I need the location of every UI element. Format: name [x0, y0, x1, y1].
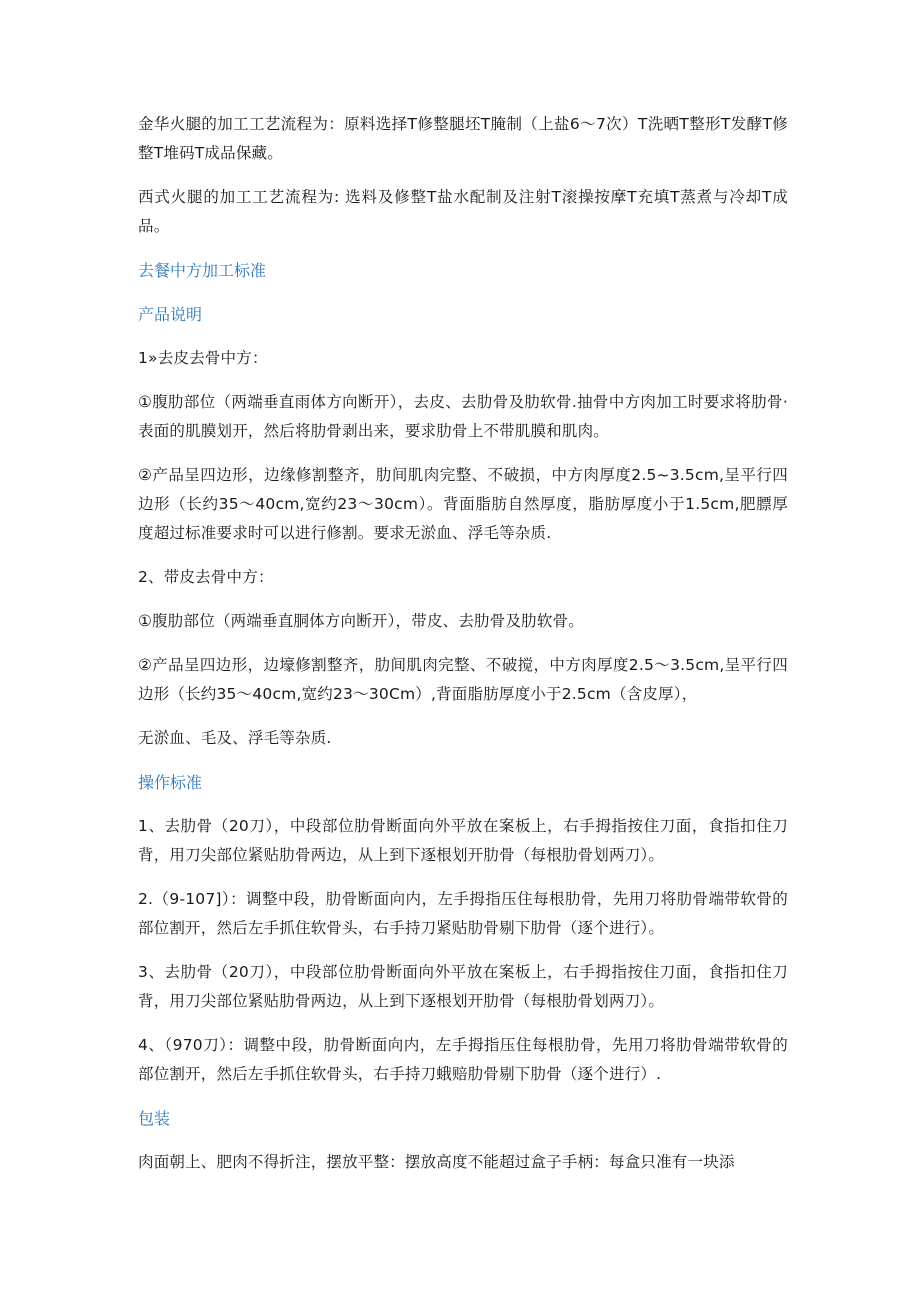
- section-heading-operation: 操作标准: [138, 773, 203, 792]
- paragraph-rib-position-1: ①腹肋部位（两端垂直雨体方向断开），去皮、去肋骨及肋软骨.抽骨中方肉加工时要求将肋骨·表面的肌膜划开，然后将肋骨剥出来，要求肋骨上不带肌膜和肌肉。: [138, 393, 788, 440]
- paragraph-operation-step-4: 4、（970刀）：调整中段，肋骨断面向内，左手拇指压住每根肋骨，先用刀将肋骨端带软骨的部位割开，然后左手抓住软骨头，右手持刀蛾赔肋骨剔下肋骨（逐个进行）.: [138, 1036, 788, 1083]
- paragraph-jinhua-ham-process: 金华火腿的加工工艺流程为：原料选择T修整腿坯T腌制（上盐6〜7次）T洗晒T整形T发酵T修整T堆码T成品保藏。: [138, 115, 788, 162]
- item-heading-skinless-boneless: 1»去皮去骨中方：: [138, 349, 268, 367]
- paragraph-product-shape-1: ②产品呈四边形，边缘修割整齐，肋间肌肉完整、不破损，中方肉厚度2.5~3.5cm,呈平行四边形（长约35〜40cm,宽约23〜30cm）。背面脂肪自然厚度，脂肪厚度小于1.5cm,肥膘厚度超过标准要求时可以进行修割。要求无淤血、浮毛等杂质.: [138, 466, 788, 542]
- paragraph-operation-step-1: 1、去肋骨（20刀），中段部位肋骨断面向外平放在案板上，右手拇指按住刀面，食指扣住刀背，用刀尖部位紧贴肋骨两边，从上到下逐根划开肋骨（每根肋骨划两刀）。: [138, 817, 788, 864]
- paragraph-packaging: 肉面朝上、肥肉不得折注，摆放平整：摆放高度不能超过盒子手柄：每盒只准有一块添: [138, 1153, 735, 1171]
- paragraph-rib-position-2: ①腹肋部位（两端垂直胴体方向断开），带皮、去肋骨及肋软骨。: [138, 612, 584, 630]
- paragraph-product-shape-2: ②产品呈四边形，边壕修割整齐，肋间肌肉完整、不破搅，中方肉厚度2.5〜3.5cm,呈平行四边形（长约35〜40cm,宽约23〜30Cm）,背面脂肪厚度小于2.5cm（含皮厚），: [138, 656, 788, 703]
- paragraph-impurities: 无淤血、毛及、浮毛等杂质.: [138, 729, 332, 747]
- section-heading-packaging: 包装: [138, 1109, 171, 1128]
- document-body: [138, 110, 788, 1192]
- item-heading-skin-on-boneless: 2、带皮去骨中方：: [138, 568, 274, 586]
- paragraph-operation-step-3: 3、去肋骨（20刀），中段部位肋骨断面向外平放在案板上，右手拇指按住刀面，食指扣住刀背，用刀尖部位紧贴肋骨两边，从上到下逐根划开肋骨（每根肋骨划两刀）。: [138, 963, 788, 1010]
- paragraph-western-ham-process: 西式火腿的加工工艺流程为: 选料及修整T盐水配制及注射T滚操按摩T充填T蒸煮与冷却T成品。: [138, 188, 788, 235]
- section-heading-standard: 去餐中方加工标准: [138, 261, 267, 280]
- section-heading-product-description: 产品说明: [138, 305, 203, 324]
- paragraph-operation-step-2: 2.（9-107]）：调整中段，肋骨断面向内，左手拇指压住每根肋骨，先用刀将肋骨端带软骨的部位割开，然后左手抓住软骨头，右手持刀紧贴肋骨剔下肋骨（逐个进行）。: [138, 890, 788, 937]
